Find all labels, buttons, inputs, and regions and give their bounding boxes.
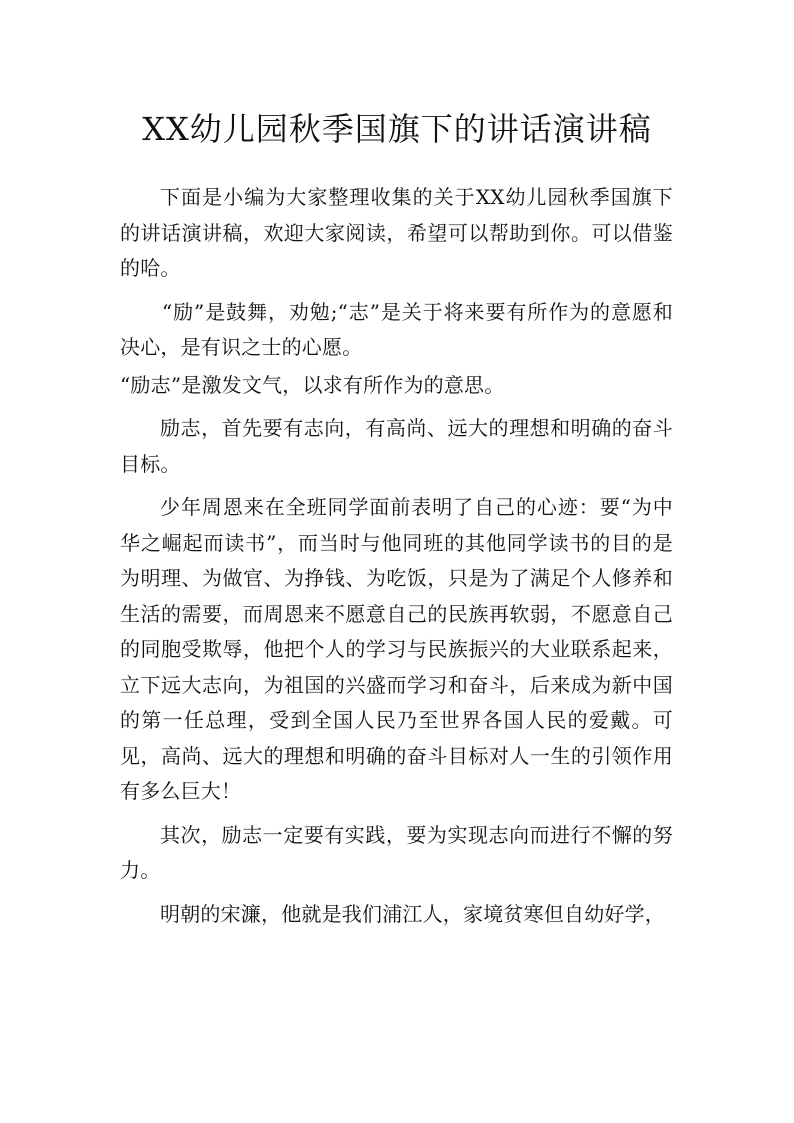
paragraph-definition-encourage: “励”是鼓舞，劝勉;“志”是关于将来要有所作为的意愿和决心，是有识之士的心愿。 — [120, 299, 673, 359]
paragraph-practice: 其次，励志一定要有实践，要为实现志向而进行不懈的努力。 — [120, 822, 673, 882]
document-body — [120, 180, 673, 940]
document-title: XX幼儿园秋季国旗下的讲话演讲稿 — [142, 110, 652, 148]
paragraph-zhou-enlai: 少年周恩来在全班同学面前表明了自己的心迹：要“为中华之崛起而读书”，而当时与他同班的其他同学读书的目的是为明理、为做官、为挣钱、为吃饭，只是为了满足个人修养和生活的需要，而周恩来不愿意自己的民族再软弱，不愿意自己的同胞受欺辱，他把个人的学习与民族振兴的大业联系起来，立下远大志向，为祖国的兴盛而学习和奋斗，后来成为新中国的第一任总理，受到全国人民乃至世界各国人民的爱戴。可见，高尚、远大的理想和明确的奋斗目标对人一生的引领作用有多么巨大！ — [120, 495, 673, 803]
paragraph-intro: 下面是小编为大家整理收集的关于XX幼儿园秋季国旗下的讲话演讲稿，欢迎大家阅读，希望可以帮助到你。可以借鉴的哈。 — [120, 185, 673, 280]
paragraph-goal: 励志，首先要有志向，有高尚、远大的理想和明确的奋斗目标。 — [120, 416, 673, 476]
paragraph-definition-inspire: “励志”是激发文气，以求有所作为的意思。 — [120, 372, 505, 397]
paragraph-song-lian: 明朝的宋濂，他就是我们浦江人，家境贫寒但自幼好学， — [160, 901, 665, 926]
